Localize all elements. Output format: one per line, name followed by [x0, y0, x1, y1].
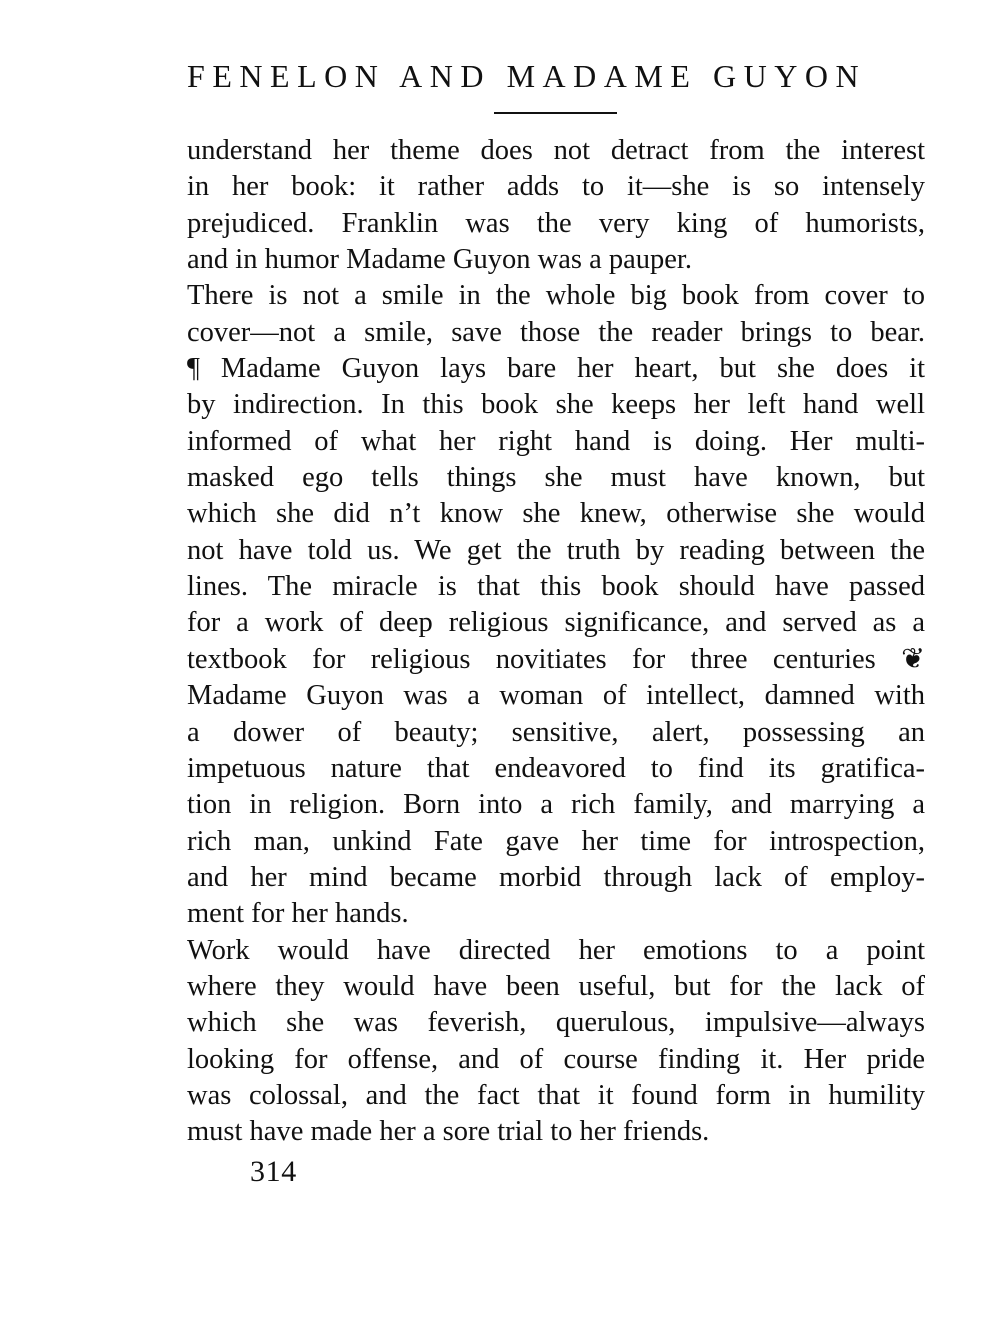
text-line: understand her theme does not detract from the interest — [187, 135, 925, 166]
text-line: prejudiced. Franklin was the very king of humorists, — [187, 207, 925, 239]
text-line: for a work of deep religious significance, and served as a — [187, 607, 925, 639]
text-line: and her mind became morbid through lack of employ- — [187, 861, 925, 893]
text-line: cover—not a smile, save those the reader brings to bear. — [187, 316, 925, 348]
text-line: was colossal, and the fact that it found form in humility — [187, 1079, 925, 1111]
text-line: tion in religion. Born into a rich family, and marrying a — [187, 789, 925, 821]
text-line: where they would have been useful, but for the lack of — [187, 970, 925, 1002]
running-head: FENELON AND MADAME GUYON — [187, 58, 867, 94]
text-line: must have made her a sore trial to her friends. — [187, 1116, 710, 1148]
text-line: impetuous nature that endeavored to find its gratifica- — [187, 752, 925, 784]
head-rule — [494, 112, 617, 114]
text-line: masked ego tells things she must have known, but — [187, 462, 925, 494]
page-number: 314 — [250, 1155, 297, 1188]
text-line: lines. The miracle is that this book should have passed — [187, 571, 925, 603]
text-line: which she was feverish, querulous, impulsive—always — [187, 1007, 925, 1039]
text-line: by indirection. In this book she keeps her left hand well — [187, 389, 925, 421]
text-line: and in humor Madame Guyon was a pauper. — [187, 244, 692, 276]
text-line: textbook for religious novitiates for three centuries ❦ — [187, 643, 925, 675]
text-line: rich man, unkind Fate gave her time for introspection, — [187, 825, 925, 857]
text-line: in her book: it rather adds to it—she is so intensely — [187, 171, 925, 203]
text-line: looking for offense, and of course finding it. Her pride — [187, 1043, 925, 1075]
text-line: not have told us. We get the truth by reading between the — [187, 534, 925, 566]
text-line: Work would have directed her emotions to a point — [187, 934, 925, 966]
text-line: Madame Guyon was a woman of intellect, damned with — [187, 680, 925, 712]
text-line: ment for her hands. — [187, 898, 409, 930]
text-line: a dower of beauty; sensitive, alert, possessing an — [187, 716, 925, 748]
body-text — [187, 133, 925, 1151]
text-line: There is not a smile in the whole big book from cover to — [187, 280, 925, 312]
text-line: which she did n’t know she knew, otherwise she would — [187, 498, 925, 530]
text-line: informed of what her right hand is doing. Her multi- — [187, 425, 925, 457]
text-line: ¶ Madame Guyon lays bare her heart, but she does it — [187, 353, 925, 385]
